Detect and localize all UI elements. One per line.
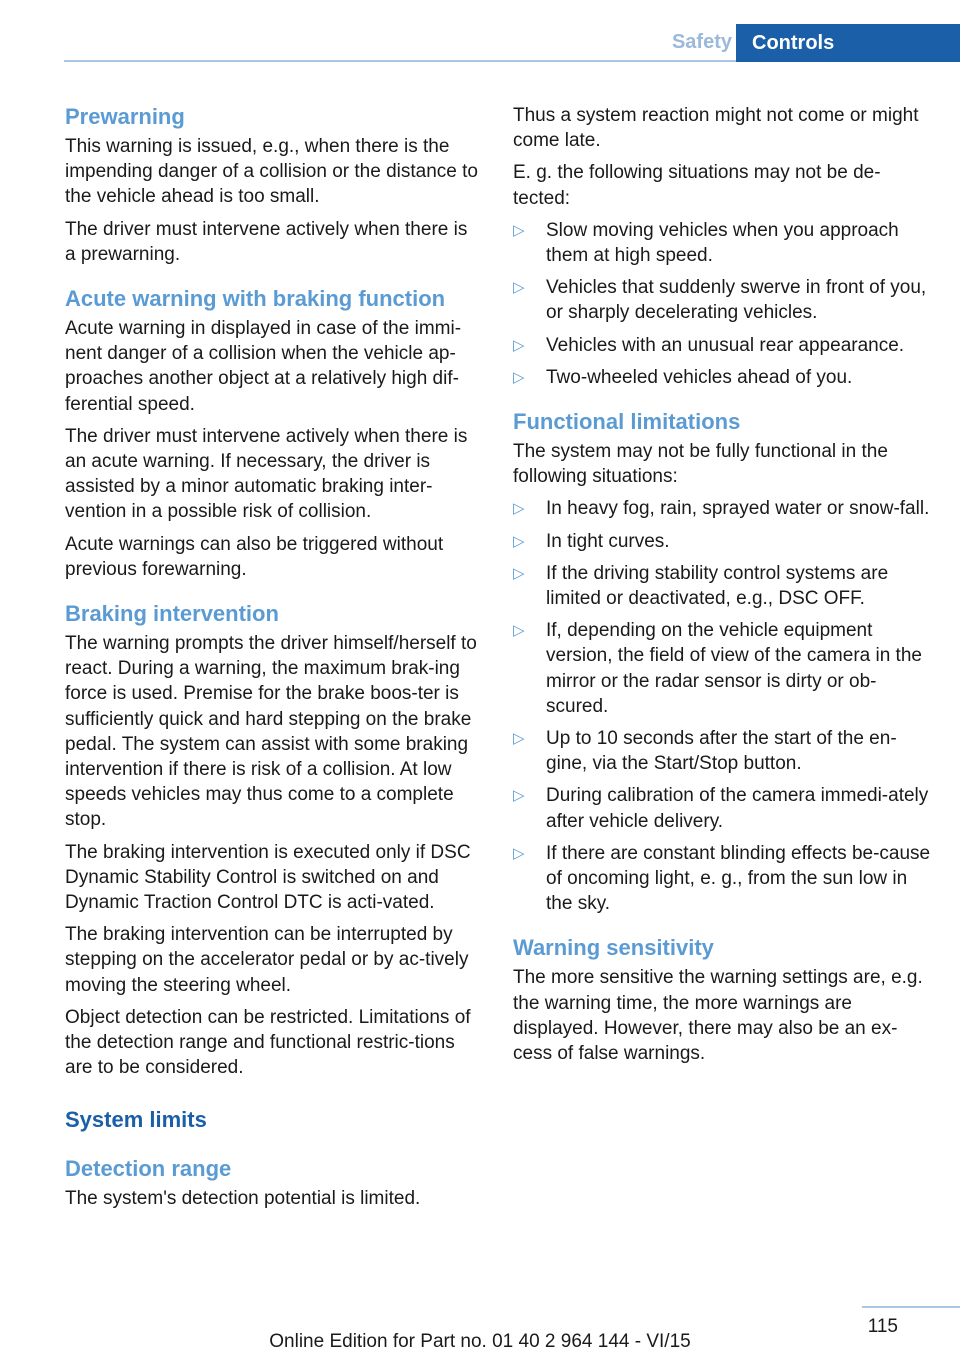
bullet-triangle-icon: ▷ xyxy=(513,532,525,550)
warning-sensitivity-heading: Warning sensitivity xyxy=(513,935,714,961)
acute-warning-paragraph: The driver must intervene actively when there is an acute warning. If necessary, the driver is assisted by a minor automatic braking inter‐vention in a possible risk of collision. xyxy=(65,425,468,523)
braking-intervention-section xyxy=(65,600,483,1080)
bullet-triangle-icon: ▷ xyxy=(513,221,525,239)
braking-intervention-heading: Braking intervention xyxy=(65,601,279,627)
edition-footer: Online Edition for Part no. 01 40 2 964 144 - VI/15 xyxy=(269,1331,691,1352)
list-item: ▷ Vehicles that suddenly swerve in front of you, or sharply decelerating vehicles. xyxy=(513,277,927,324)
list-item: ▷ Up to 10 seconds after the start of the en‐gine, via the Start/Stop button. xyxy=(513,728,897,775)
bullet-triangle-icon: ▷ xyxy=(513,844,525,862)
functional-limitations-section xyxy=(513,408,931,916)
functional-limitations-list xyxy=(513,496,931,916)
bullet-triangle-icon: ▷ xyxy=(513,279,525,297)
braking-intervention-paragraph: Object detection can be restricted. Limitations of the detection range and functional restric‐tions are to be considered. xyxy=(65,1006,471,1079)
acute-warning-paragraph: Acute warning in displayed in case of the immi‐nent danger of a collision when the vehicle ap‐proaches another object at a relatively high dif‐ferential speed. xyxy=(65,318,462,415)
left-column xyxy=(65,103,483,1229)
warning-sensitivity-paragraph: The more sensitive the warning settings are, e.g. the warning time, the more warnings are displayed. However, there may also be an ex‐cess of false warnings. xyxy=(513,967,923,1065)
bullet-triangle-icon: ▷ xyxy=(513,368,525,386)
list-item: ▷ If the driving stability control systems are limited or deactivated, e.g., DSC OFF. xyxy=(513,562,889,610)
footer-rule xyxy=(862,1306,960,1308)
detection-continued-paragraph: E. g. the following situations may not be de‐tected: xyxy=(513,162,881,209)
prewarning-paragraph: The driver must intervene actively when there is a prewarning. xyxy=(65,218,468,265)
detection-continued-section xyxy=(513,103,931,390)
list-item: ▷ If, depending on the vehicle equipment version, the field of view of the camera in the mirror or the radar sensor is dirty or ob‐scured. xyxy=(513,620,922,717)
list-item: ▷ In heavy fog, rain, sprayed water or snow‐fall. xyxy=(513,496,931,521)
prewarning-paragraph: This warning is issued, e.g., when there is the impending danger of a collision or the distance to the vehicle ahead is too small. xyxy=(65,136,478,208)
list-item: ▷ Vehicles with an unusual rear appearance. xyxy=(513,333,931,358)
detection-range-paragraph: The system's detection potential is limited. xyxy=(65,1187,421,1209)
detection-continued-paragraph: Thus a system reaction might not come or might come late. xyxy=(513,105,919,152)
braking-intervention-paragraph: The warning prompts the driver himself/herself to react. During a warning, the maximum brak‐ing force is used. Premise for the brake boos‐ter is sufficiently quick and hard stepping on the brake pedal. The system can assist with some braking intervention if there is risk of a collision. At low speeds vehicles may thus come to a complete stop. xyxy=(65,633,477,831)
list-item: ▷ Slow moving vehicles when you approach them at high speed. xyxy=(513,219,899,267)
bullet-triangle-icon: ▷ xyxy=(513,564,525,582)
list-item: ▷ In tight curves. xyxy=(513,529,931,554)
acute-warning-heading: Acute warning with braking function xyxy=(65,286,446,312)
list-item: ▷ Two-wheeled vehicles ahead of you. xyxy=(513,365,931,390)
bullet-triangle-icon: ▷ xyxy=(513,622,525,640)
list-item: ▷ During calibration of the camera immedi‐ately after vehicle delivery. xyxy=(513,785,929,832)
header-section-safety: Safety xyxy=(671,31,732,53)
list-item: ▷ If there are constant blinding effects be‐cause of oncoming light, e. g., from the sun low in the sky. xyxy=(513,842,931,915)
bullet-triangle-icon: ▷ xyxy=(513,787,525,805)
prewarning-section xyxy=(65,103,483,267)
braking-intervention-paragraph: The braking intervention can be interrupted by stepping on the accelerator pedal or by ac‐tively moving the steering wheel. xyxy=(65,924,469,996)
braking-intervention-paragraph: The braking intervention is executed only if DSC Dynamic Stability Control is switched on and Dynamic Traction Control DTC is acti‐vated. xyxy=(65,841,471,914)
acute-warning-paragraph: Acute warnings can also be triggered without previous forewarning. xyxy=(65,533,444,580)
bullet-triangle-icon: ▷ xyxy=(513,336,525,354)
bullet-triangle-icon: ▷ xyxy=(513,730,525,748)
acute-warning-section xyxy=(65,285,483,582)
system-limits-heading: System limits xyxy=(65,1106,207,1132)
undetected-situations-list xyxy=(513,218,931,390)
right-column xyxy=(513,103,931,1084)
warning-sensitivity-section xyxy=(513,934,931,1066)
bullet-triangle-icon: ▷ xyxy=(513,500,525,518)
header-chapter-controls: Controls xyxy=(736,24,960,62)
functional-limitations-heading: Functional limitations xyxy=(513,409,741,435)
detection-range-heading: Detection range xyxy=(65,1155,232,1181)
page-number: 115 xyxy=(867,1316,898,1337)
detection-range-section xyxy=(65,1155,483,1211)
functional-limitations-intro: The system may not be fully functional in the following situations: xyxy=(513,441,888,488)
prewarning-heading: Prewarning xyxy=(65,104,185,129)
